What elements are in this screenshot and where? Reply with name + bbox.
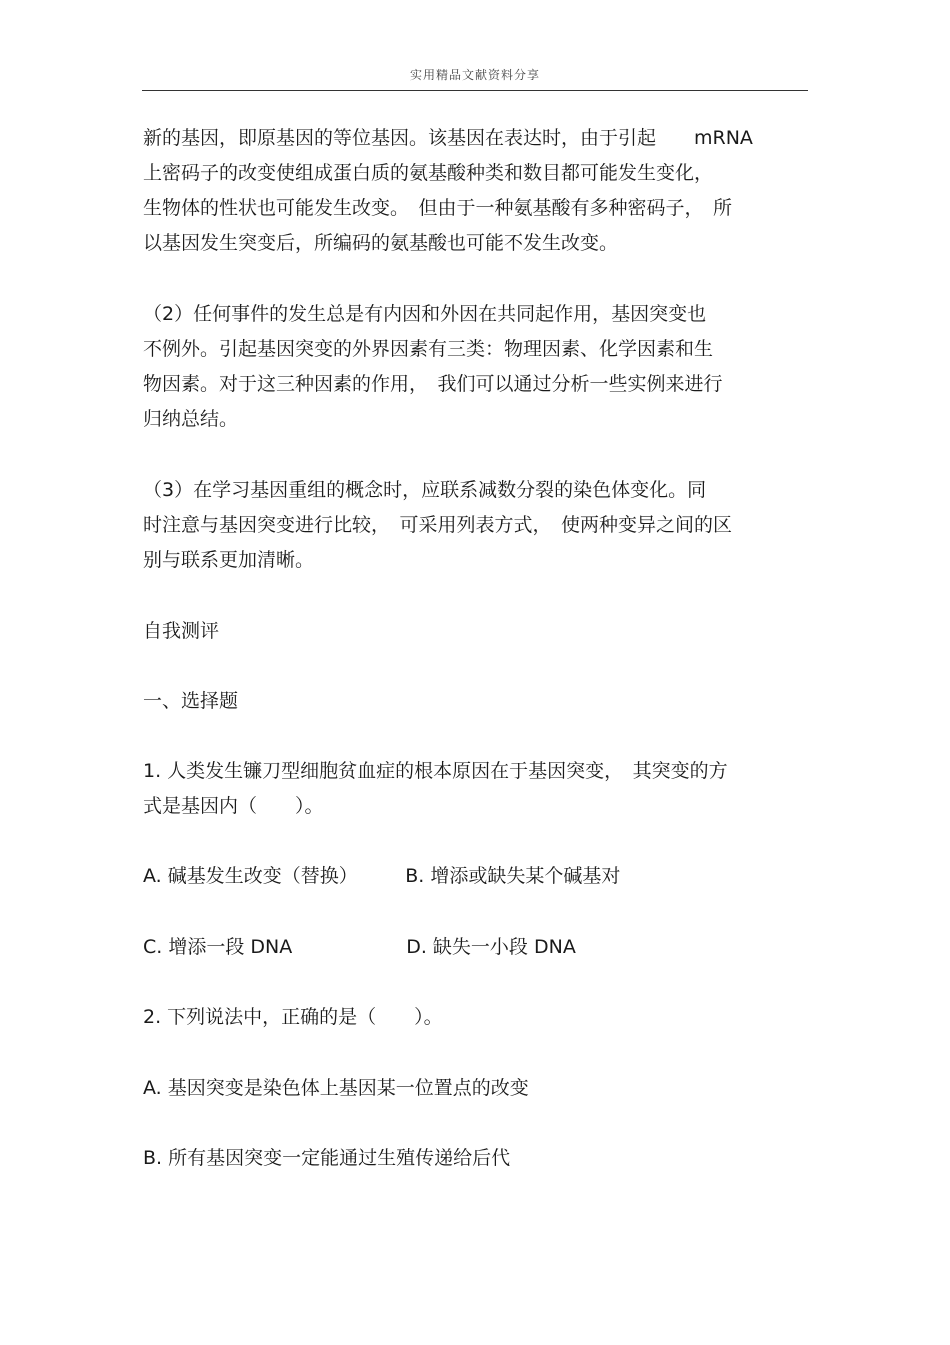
text-line: 上密码子的改变使组成蛋白质的氨基酸种类和数目都可能发生变化， — [143, 162, 714, 184]
question-1-cont: 式是基因内（ ）。 — [143, 795, 324, 817]
question-1: 1. 人类发生镰刀型细胞贫血症的根本原因在于基因突变， 其突变的方 — [143, 760, 728, 782]
text-line: 时注意与基因突变进行比较， 可采用列表方式， 使两种变异之间的区 — [143, 514, 733, 536]
section-subtitle: 一、选择题 — [143, 690, 239, 712]
text-line: 归纳总结。 — [143, 408, 239, 430]
text-line: 生物体的性状也可能发生改变。 但由于一种氨基酸有多种密码子， 所 — [143, 197, 733, 219]
text-line: 以基因发生突变后，所编码的氨基酸也可能不发生改变。 — [143, 232, 619, 254]
header-rule — [142, 90, 808, 91]
question-2-option-a: A. 基因突变是染色体上基因某一位置点的改变 — [143, 1077, 529, 1099]
question-2-option-b: B. 所有基因突变一定能通过生殖传递给后代 — [143, 1147, 511, 1169]
text-line: 物因素。对于这三种因素的作用， 我们可以通过分析一些实例来进行 — [143, 373, 723, 395]
section-title: 自我测评 — [143, 620, 220, 642]
question-1-options-ab: A. 碱基发生改变（替换） B. 增添或缺失某个碱基对 — [143, 865, 621, 887]
question-2: 2. 下列说法中，正确的是（ ）。 — [143, 1006, 443, 1028]
text-line: 别与联系更加清晰。 — [143, 549, 315, 571]
text-line: （3）在学习基因重组的概念时，应联系减数分裂的染色体变化。同 — [143, 479, 707, 501]
text-line: 不例外。引起基因突变的外界因素有三类：物理因素、化学因素和生 — [143, 338, 714, 360]
text-line: 新的基因，即原基因的等位基因。该基因在表达时，由于引起 mRNA — [143, 127, 753, 149]
question-1-options-cd: C. 增添一段 DNA D. 缺失一小段 DNA — [143, 936, 576, 958]
text-line: （2）任何事件的发生总是有内因和外因在共同起作用，基因突变也 — [143, 303, 707, 325]
page-header: 实用精品文献资料分享 — [409, 68, 540, 82]
